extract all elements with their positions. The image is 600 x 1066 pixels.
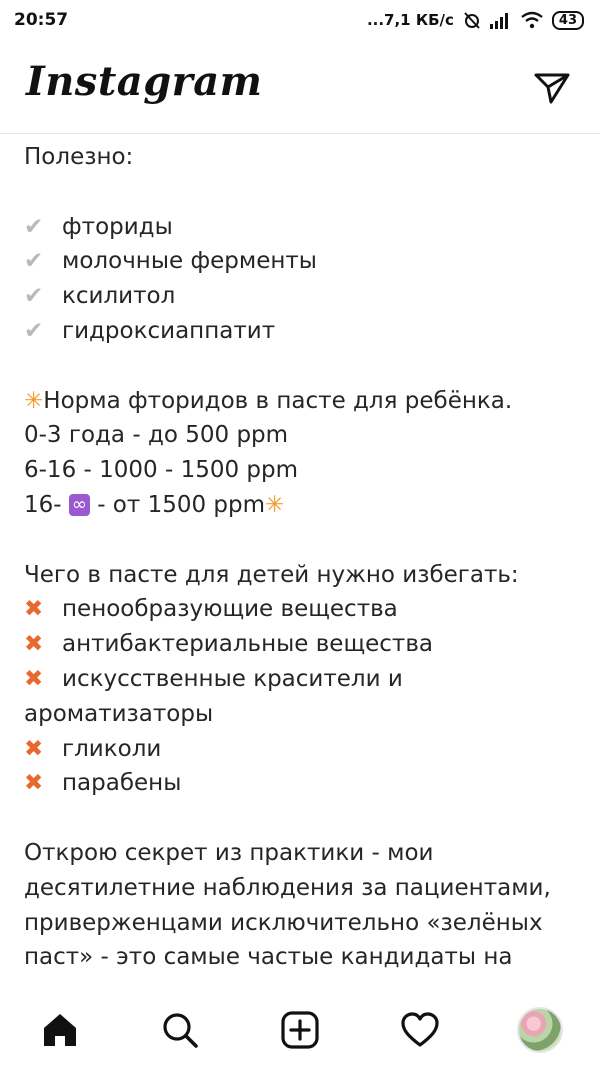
list-item: [24, 592, 580, 627]
list-item: [24, 732, 580, 767]
cross-icon: ✖: [24, 665, 44, 692]
status-bar: [0, 0, 600, 40]
list-item: [24, 210, 580, 245]
list-item: [24, 627, 580, 662]
alarm-off-icon: [462, 10, 482, 30]
sparkle-icon: ✳: [265, 491, 285, 518]
profile-avatar: [517, 1007, 563, 1053]
nav-activity-button[interactable]: [396, 1006, 444, 1054]
instagram-logo[interactable]: Instagram: [26, 58, 263, 105]
wifi-icon: [520, 11, 544, 29]
list-item: [24, 314, 580, 349]
home-icon: [40, 1010, 80, 1050]
check-icon: ✔: [24, 213, 44, 240]
status-time: 20:57: [14, 10, 69, 30]
search-icon: [160, 1010, 200, 1050]
spacer: [24, 523, 580, 558]
cross-icon: ✖: [24, 596, 44, 623]
fluoride-title-text: Норма фторидов в пасте для ребёнка.: [43, 387, 513, 414]
list-item-continuation: ароматизаторы: [24, 700, 214, 727]
spacer: [24, 175, 580, 210]
list-item-label: антибактериальные вещества: [62, 631, 433, 658]
fluoride-line: [24, 488, 580, 523]
list-item-label: фториды: [62, 213, 173, 240]
avoid-heading: Чего в пасте для детей нужно избегать:: [24, 561, 519, 588]
cross-icon: ✖: [24, 770, 44, 797]
list-item-label: гидроксиаппатит: [62, 317, 276, 344]
infinity-icon: ∞: [69, 494, 90, 516]
list-item-label: парабены: [62, 770, 182, 797]
cross-icon: ✖: [24, 631, 44, 658]
list-item: [24, 662, 580, 697]
nav-search-button[interactable]: [156, 1006, 204, 1054]
fluoride-line: 0-3 года - до 500 ppm: [24, 422, 289, 449]
paper-plane-icon: [532, 68, 572, 108]
fluoride-line: 6-16 - 1000 - 1500 ppm: [24, 457, 299, 484]
spacer: [24, 801, 580, 836]
fluoride-line3-prefix: 16-: [24, 491, 69, 518]
check-icon: ✔: [24, 248, 44, 275]
bottom-nav: [0, 994, 600, 1066]
list-item: [24, 766, 580, 801]
app-header: [0, 40, 600, 134]
list-item: [24, 279, 580, 314]
check-icon: ✔: [24, 283, 44, 310]
check-icon: ✔: [24, 317, 44, 344]
list-item-label: молочные ферменты: [62, 248, 317, 275]
list-item-label: пенообразующие вещества: [62, 596, 398, 623]
add-post-icon: [280, 1010, 320, 1050]
useful-heading: Полезно:: [24, 144, 134, 170]
network-speed: ...7,1 КБ/с: [366, 11, 454, 29]
list-item-label: ксилитол: [62, 283, 176, 310]
post-caption: [24, 140, 580, 975]
list-item: [24, 244, 580, 279]
nav-home-button[interactable]: [36, 1006, 84, 1054]
nav-add-post-button[interactable]: [276, 1006, 324, 1054]
status-icons: [367, 10, 584, 30]
spacer: [24, 349, 580, 384]
activity-heart-icon: [400, 1010, 440, 1050]
fluoride-line3-suffix: - от 1500 ppm: [89, 491, 266, 518]
secret-paragraph: Открою секрет из практики - мои десятилетние наблюдения за пациентами, приверженцами исключительно «зелёных паст» - это самые частые кандидаты на: [24, 839, 551, 971]
nav-profile-button[interactable]: [516, 1006, 564, 1054]
cross-icon: ✖: [24, 735, 44, 762]
direct-messages-button[interactable]: [532, 68, 572, 108]
sparkle-icon: ✳: [24, 387, 44, 414]
fluoride-title: [24, 384, 580, 419]
list-item-label: искусственные красители и: [62, 665, 403, 692]
signal-icon: [490, 11, 512, 29]
list-item-label: гликоли: [62, 735, 162, 762]
battery-indicator: 43: [552, 11, 584, 30]
